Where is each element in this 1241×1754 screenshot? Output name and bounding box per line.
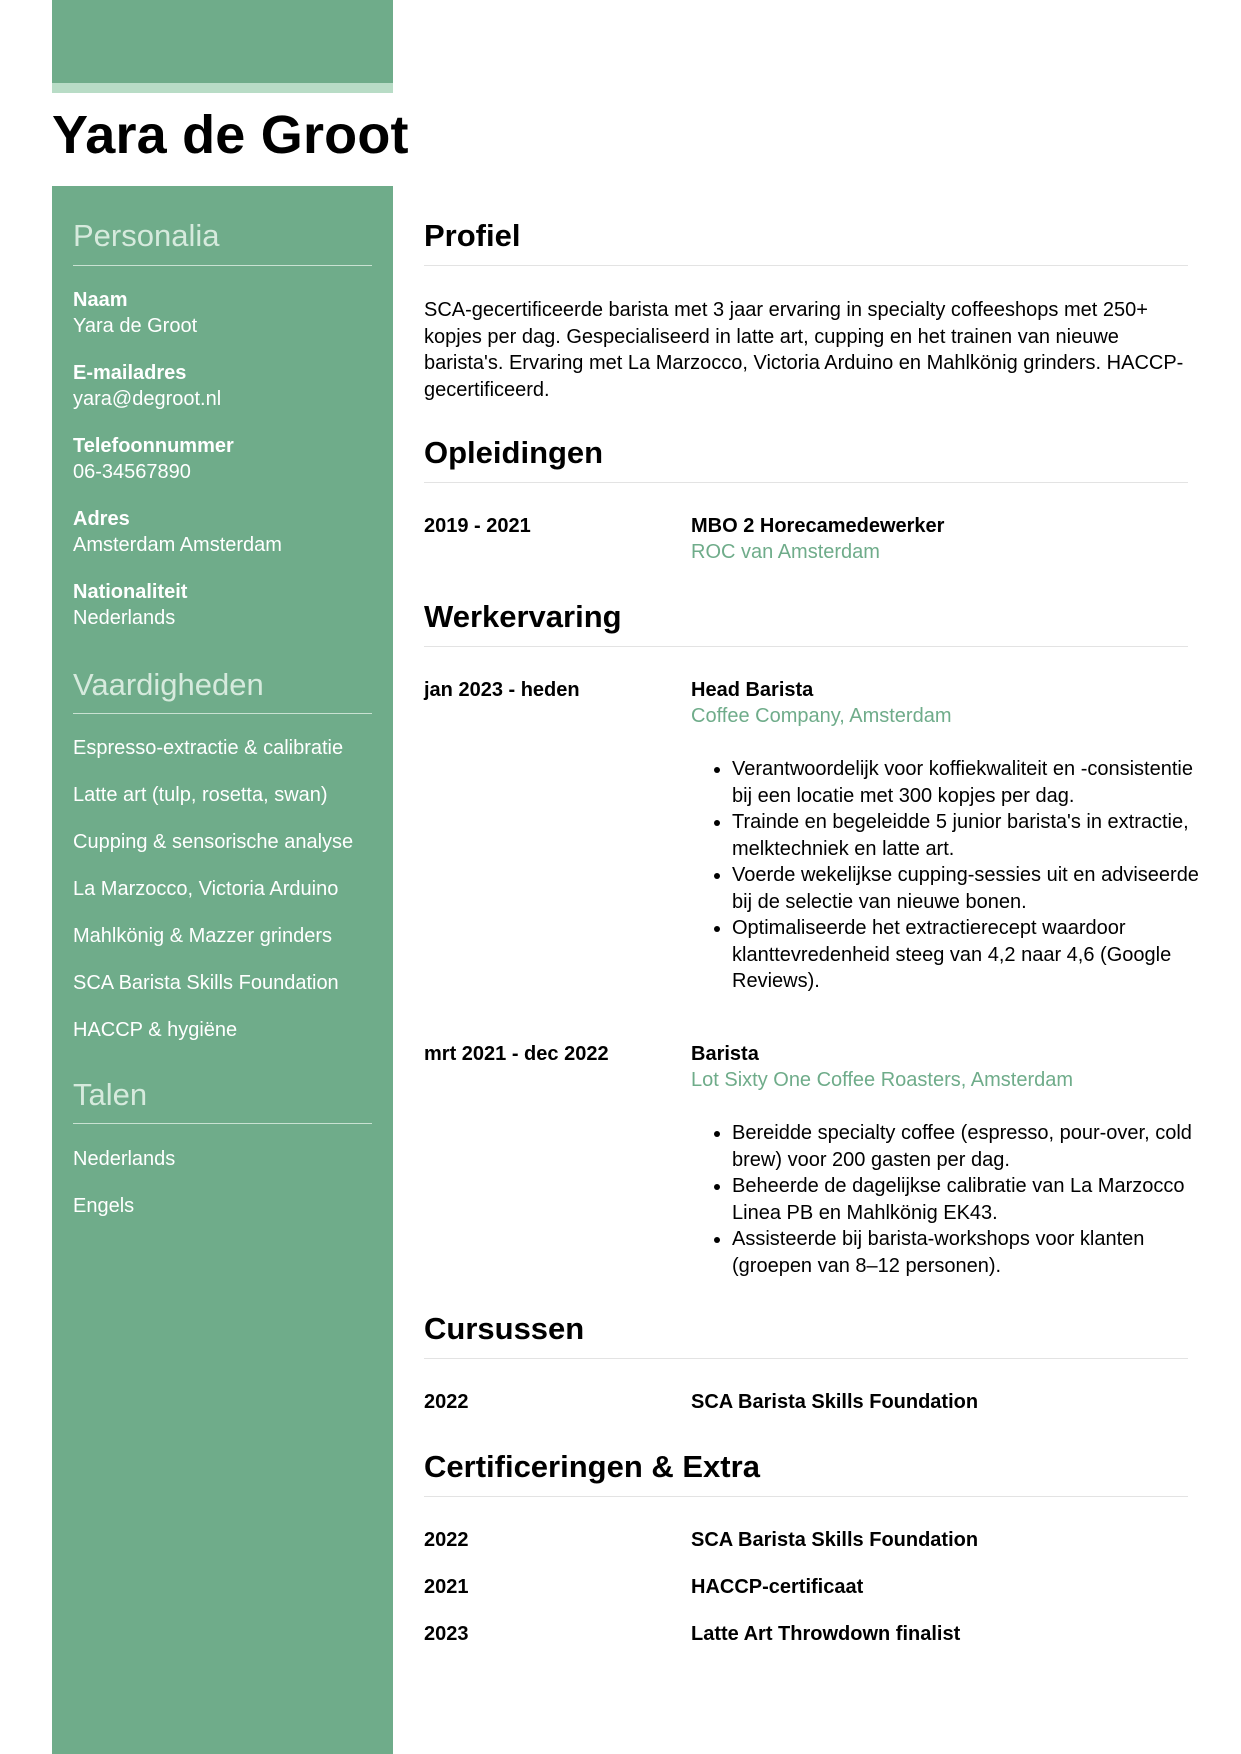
profile-text: SCA-gecertificeerde barista met 3 jaar ervaring in specialty coffeeshops met 250+ kopjes per dag. Gespecialiseerd in latte art, cupping en het trainen van nieuwe barista's. Ervaring met La Marzocco, Victoria Arduino en Mahlkönig grinders. HACCP-gecertificeerd. <box>424 299 1184 401</box>
experience-date: jan 2023 - heden <box>424 679 580 701</box>
experience-employer: Lot Sixty One Coffee Roasters, Amsterdam <box>691 1069 1074 1091</box>
education-heading: Opleidingen <box>424 435 604 470</box>
field-label-phone: Telefoonnummer <box>73 435 234 457</box>
languages-heading: Talen <box>73 1077 148 1112</box>
field-value-address: Amsterdam Amsterdam <box>73 534 282 556</box>
field-value-nationality: Nederlands <box>73 607 176 629</box>
experience-heading: Werkervaring <box>424 599 622 634</box>
education-title: MBO 2 Horecamedewerker <box>691 515 945 537</box>
experience-employer: Coffee Company, Amsterdam <box>691 705 952 727</box>
language-item: Engels <box>73 1195 135 1217</box>
experience-title: Head Barista <box>691 679 814 701</box>
course-date: 2022 <box>424 1391 469 1413</box>
bullet-item: • Trainde en begeleidde 5 junior barista's in extractie, melktechniek en latte art. <box>732 809 1212 862</box>
field-value-phone: 06-34567890 <box>73 461 191 483</box>
profile-divider <box>424 265 1188 266</box>
personalia-heading: Personalia <box>73 218 220 253</box>
certification-title: Latte Art Throwdown finalist <box>691 1623 961 1645</box>
field-label-nationality: Nationaliteit <box>73 581 188 603</box>
certifications-divider <box>424 1496 1188 1497</box>
skills-heading: Vaardigheden <box>73 667 264 702</box>
bullet-item: • Verantwoordelijk voor koffiekwaliteit en -consistentie bij een locatie met 300 kopjes per dag. <box>732 756 1212 809</box>
certification-title: SCA Barista Skills Foundation <box>691 1529 979 1551</box>
education-institution: ROC van Amsterdam <box>691 541 880 563</box>
languages-divider <box>73 1123 372 1124</box>
education-date: 2019 - 2021 <box>424 515 531 537</box>
skill-item: HACCP & hygiëne <box>73 1019 238 1041</box>
skill-item: Latte art (tulp, rosetta, swan) <box>73 784 328 806</box>
certification-date: 2021 <box>424 1576 469 1598</box>
certifications-heading: Certificeringen & Extra <box>424 1449 760 1484</box>
course-title: SCA Barista Skills Foundation <box>691 1391 979 1413</box>
courses-divider <box>424 1358 1188 1359</box>
skill-item: La Marzocco, Victoria Arduino <box>73 878 339 900</box>
skill-item: Mahlkönig & Mazzer grinders <box>73 925 332 947</box>
header-accent-block <box>52 0 393 83</box>
field-label-email: E-mailadres <box>73 362 187 384</box>
bullet-item: • Beheerde de dagelijkse calibratie van La Marzocco Linea PB en Mahlkönig EK43. <box>732 1173 1212 1226</box>
skill-item: Cupping & sensorische analyse <box>73 831 354 853</box>
experience-title: Barista <box>691 1043 759 1065</box>
courses-heading: Cursussen <box>424 1311 585 1346</box>
certification-date: 2023 <box>424 1623 469 1645</box>
field-label-address: Adres <box>73 508 130 530</box>
language-item: Nederlands <box>73 1148 176 1170</box>
bullet-item: • Assisteerde bij barista-workshops voor klanten (groepen van 8–12 personen). <box>732 1226 1212 1279</box>
bullet-item: • Optimaliseerde het extractierecept waardoor klanttevredenheid steeg van 4,2 naar 4,6 (Google Reviews). <box>732 915 1212 995</box>
bullet-item: • Bereidde specialty coffee (espresso, pour-over, cold brew) voor 200 gasten per dag. <box>732 1120 1212 1173</box>
certification-date: 2022 <box>424 1529 469 1551</box>
field-value-email: yara@degroot.nl <box>73 388 222 410</box>
skill-item: Espresso-extractie & calibratie <box>73 737 344 759</box>
field-value-name: Yara de Groot <box>73 315 198 337</box>
experience-date: mrt 2021 - dec 2022 <box>424 1043 609 1065</box>
education-divider <box>424 482 1188 483</box>
experience-bullets <box>691 1120 1212 1279</box>
skills-divider <box>73 713 372 714</box>
experience-divider <box>424 646 1188 647</box>
header-accent-stripe <box>52 83 393 93</box>
skill-item: SCA Barista Skills Foundation <box>73 972 339 994</box>
profile-heading: Profiel <box>424 218 521 253</box>
experience-bullets <box>691 756 1212 995</box>
bullet-item: • Voerde wekelijkse cupping-sessies uit en adviseerde bij de selectie van nieuwe bonen. <box>732 862 1212 915</box>
personalia-divider <box>73 265 372 266</box>
certification-title: HACCP-certificaat <box>691 1576 864 1598</box>
sidebar <box>52 186 393 1754</box>
candidate-name: Yara de Groot <box>52 105 409 165</box>
field-label-name: Naam <box>73 289 128 311</box>
